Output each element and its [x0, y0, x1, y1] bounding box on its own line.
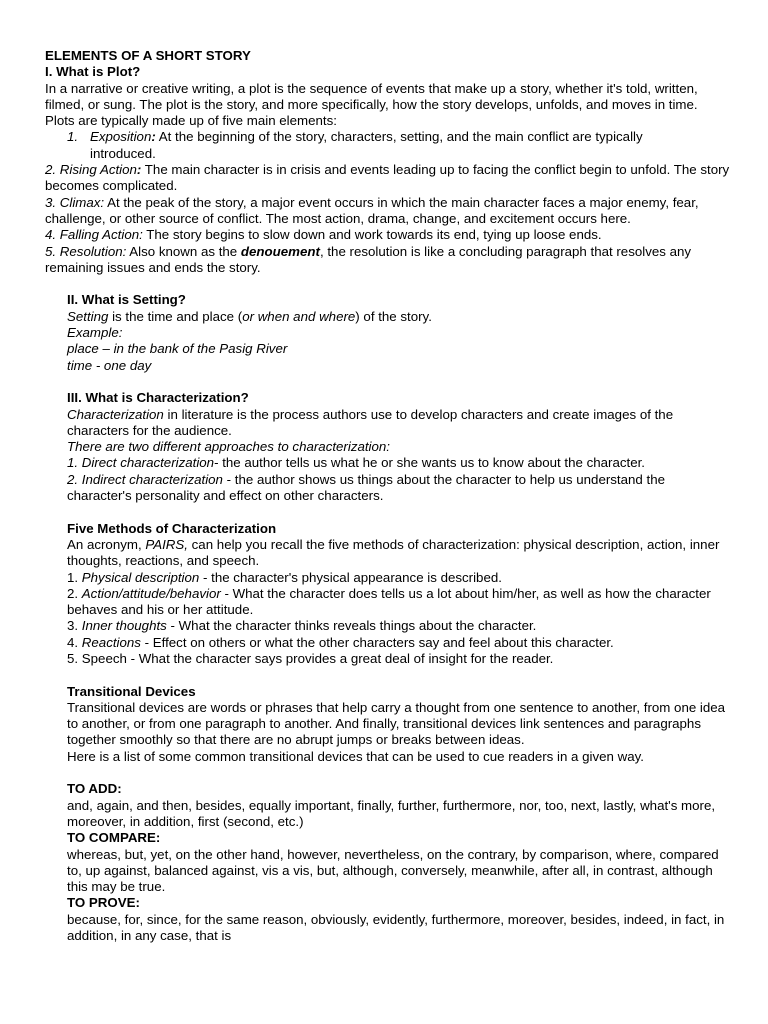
list-heading-prove: TO PROVE:: [67, 895, 140, 911]
characterization-heading: III. What is Characterization?: [67, 390, 249, 406]
list-text-prove: because, for, since, for the same reason, obviously, evidently, furthermore, moreover, besides, indeed, in fact, in addition, in any case, that is: [67, 911, 725, 944]
direct-characterization: 1. Direct characterization- the author tells us what he or she wants us to know about the character.: [67, 455, 645, 471]
document-title: ELEMENTS OF A SHORT STORY: [45, 48, 251, 63]
setting-section: [45, 292, 730, 944]
transitional-para-2: Here is a list of some common transitional devices that can be used to cue readers in a given way.: [67, 748, 644, 764]
plot-item-falling-action: 4. Falling Action: The story begins to slow down and work towards its end, tying up loose ends.: [45, 227, 602, 243]
plot-elements-intro: Plots are typically made up of five main elements:: [45, 113, 337, 129]
methods-intro: An acronym, PAIRS, can help you recall the five methods of characterization: physical description, action, inner thoughts, reactions, and speech.: [67, 536, 720, 569]
setting-heading: II. What is Setting?: [67, 292, 186, 308]
list-heading-compare: TO COMPARE:: [67, 830, 161, 846]
transitional-heading: Transitional Devices: [67, 683, 196, 699]
characterization-definition: Characterization in literature is the process authors use to develop characters and create images of the characters for the audience.: [67, 406, 674, 438]
methods-heading: Five Methods of Characterization: [67, 520, 277, 536]
setting-time: time - one day: [67, 357, 152, 373]
method-item-action: 2. Action/attitude/behavior - What the character does tells us a lot about him/her, as well as how the character behaves and his or her attitude.: [67, 585, 711, 618]
plot-item-exposition: 1. Exposition: At the beginning of the story, characters, setting, and the main conflict are typically introduced.: [67, 129, 643, 161]
method-item-physical: 1. Physical description - the character's physical appearance is described.: [67, 569, 502, 585]
plot-item-climax: 3. Climax: At the peak of the story, a major event occurs in which the main character faces a major enemy, fear, challenge, or other source of conflict. The most action, drama, change, and excitement occurs here.: [45, 194, 699, 226]
method-item-speech: 5. Speech - What the character says provides a great deal of insight for the reader.: [67, 650, 554, 666]
plot-item-rising-action: 2. Rising Action: The main character is in crisis and events leading up to facing the conflict begin to unfold. The story becomes complicated.: [45, 162, 730, 194]
plot-heading: I. What is Plot?: [45, 64, 141, 80]
plot-intro: In a narrative or creative writing, a plot is the sequence of events that make up a story, whether it's told, written, filmed, or sung. The plot is the story, and more specifically, how the story develops, unfolds, and moves in time.: [45, 80, 698, 112]
plot-item-resolution: 5. Resolution: Also known as the denouement, the resolution is like a concluding paragraph that resolves any remaining issues and ends the story.: [45, 243, 692, 275]
method-item-inner-thoughts: 3. Inner thoughts - What the character thinks reveals things about the character.: [67, 618, 537, 634]
indirect-characterization: 2. Indirect characterization - the author shows us things about the character to help us understand the character's personality and effect on other characters.: [67, 471, 665, 504]
method-item-reactions: 4. Reactions - Effect on others or what the other characters say and feel about this character.: [67, 634, 614, 650]
document-page: [45, 48, 730, 944]
setting-definition: Setting is the time and place (or when and where) of the story.: [67, 308, 432, 324]
setting-example-label: Example:: [67, 325, 123, 341]
list-text-compare: whereas, but, yet, on the other hand, however, nevertheless, on the contrary, by comparison, where, compared to, up against, balanced against, vis a vis, but, although, conversely, meanwhile, after all, in contrast, although this may be true.: [67, 846, 719, 895]
list-text-add: and, again, and then, besides, equally important, finally, further, furthermore, nor, too, next, lastly, what's more, moreover, in addition, first (second, etc.): [67, 797, 716, 829]
transitional-para-1: Transitional devices are words or phrases that help carry a thought from one sentence to another, from one idea to another, or from one paragraph to another. And finally, transitional devices link sentences and paragraphs together smoothly so that there are no abrupt jumps or breaks between ideas.: [67, 699, 726, 748]
list-heading-add: TO ADD:: [67, 781, 122, 797]
characterization-approaches-intro: There are two different approaches to characterization:: [67, 439, 390, 455]
setting-place: place – in the bank of the Pasig River: [67, 341, 288, 357]
